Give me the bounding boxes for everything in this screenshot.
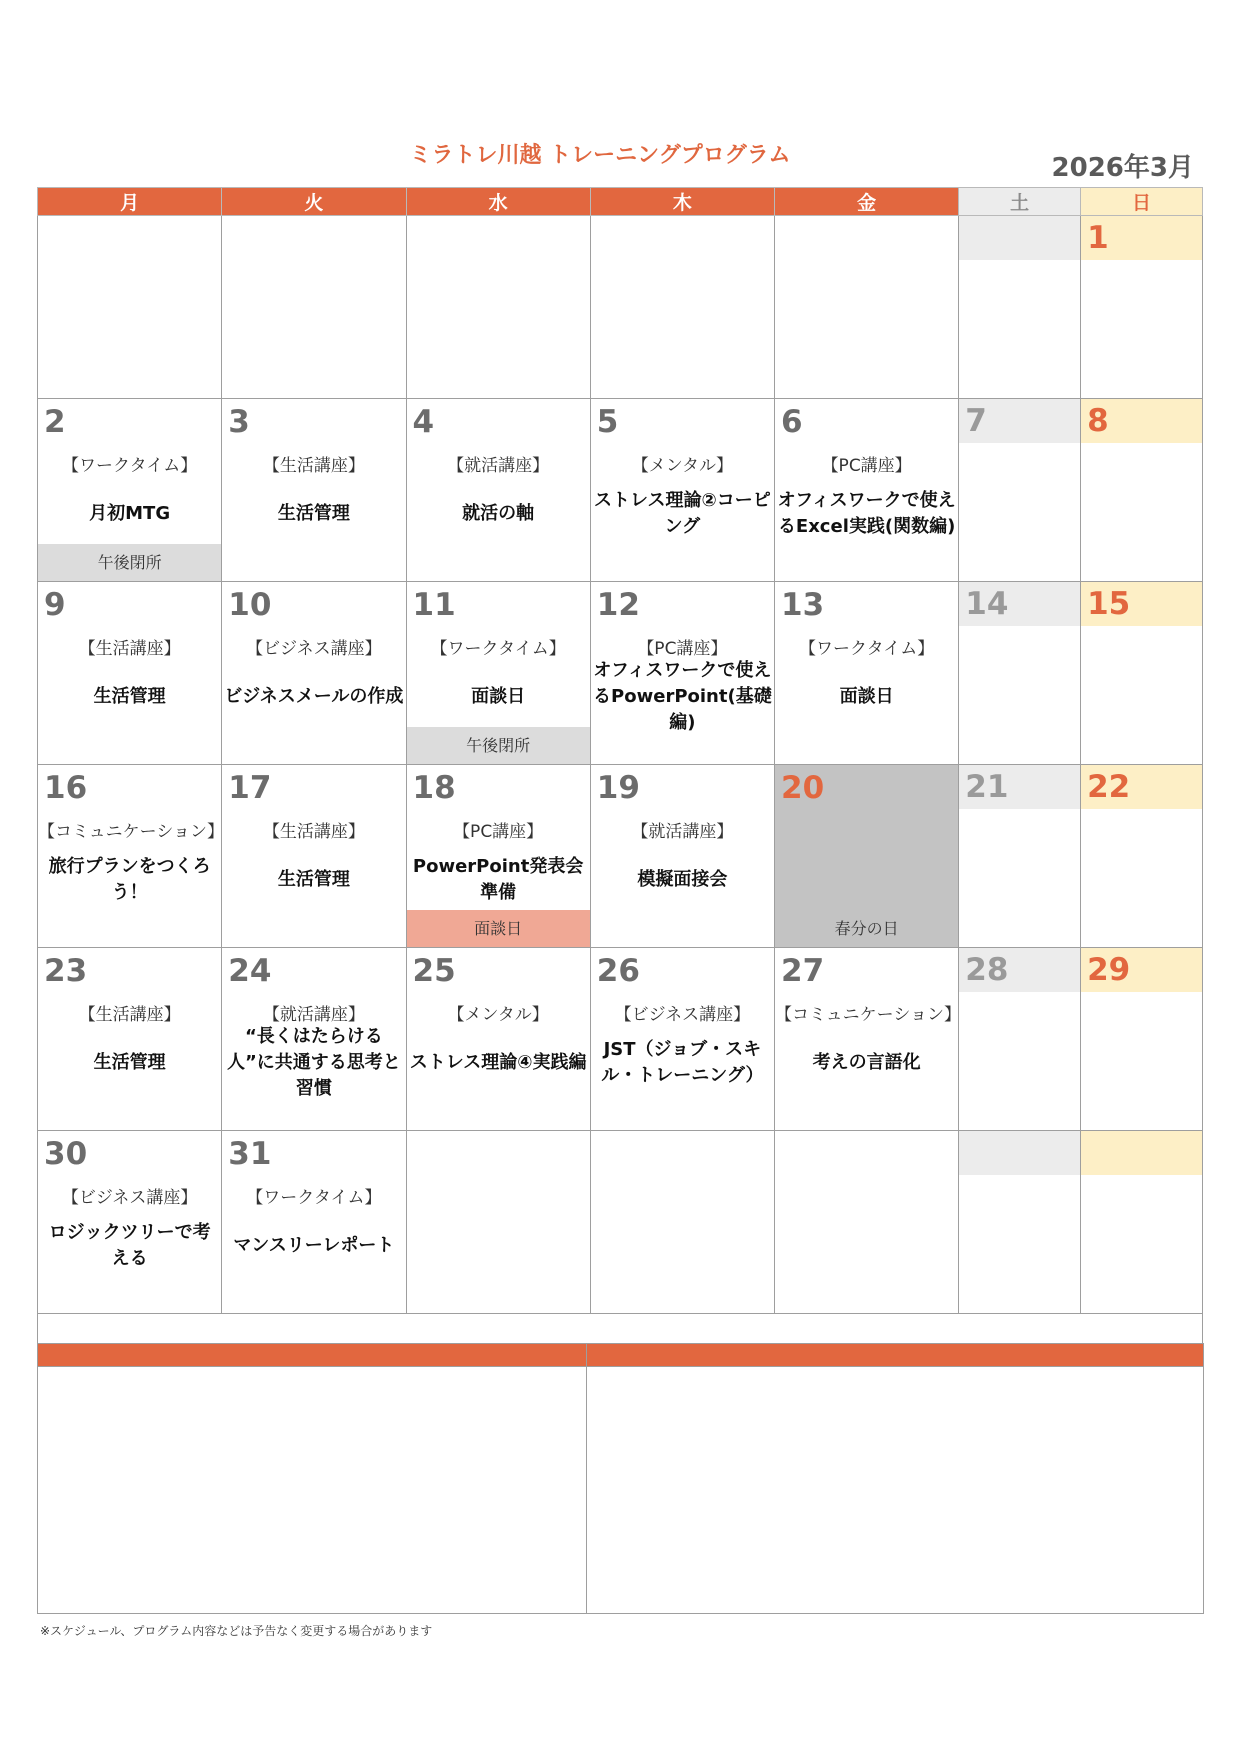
day-number: 8 [1087, 403, 1109, 439]
calendar-day-cell[interactable] [590, 765, 774, 948]
sunday-date-strip [1081, 399, 1202, 443]
calendar-day-cell[interactable] [959, 765, 1081, 948]
event-title: 面談日 [471, 686, 526, 707]
calendar-day-cell[interactable] [1081, 765, 1203, 948]
calendar-day-cell[interactable] [959, 948, 1081, 1131]
calendar-day-cell[interactable] [406, 582, 590, 765]
event-title: JST（ジョブ・スキル・トレーニング） [601, 1039, 764, 1086]
event-title: 模擬面接会 [637, 869, 728, 890]
calendar-day-cell[interactable] [1081, 216, 1203, 399]
event-title: 生活管理 [277, 869, 350, 890]
saturday-date-strip [959, 582, 1080, 626]
saturday-date-strip [959, 399, 1080, 443]
day-note: 面談日 [407, 910, 590, 947]
day-number: 30 [44, 1136, 88, 1172]
saturday-date-strip [959, 216, 1080, 260]
event-category: 【PC講座】 [821, 456, 912, 476]
day-number: 5 [596, 404, 619, 440]
day-number: 22 [1087, 769, 1131, 805]
saturday-date-strip [959, 765, 1080, 809]
saturday-date-strip [959, 948, 1080, 992]
event-category: 【就活講座】 [262, 1005, 365, 1025]
weekday-mon: 月 [38, 188, 222, 216]
day-number: 25 [412, 953, 456, 989]
day-number: 15 [1087, 586, 1131, 622]
calendar-week-row [38, 765, 1203, 948]
day-number: 7 [965, 403, 987, 439]
calendar-day-cell[interactable] [222, 948, 406, 1131]
sunday-date-strip [1081, 216, 1202, 260]
calendar-day-cell[interactable] [222, 399, 406, 582]
day-number: 16 [44, 770, 88, 806]
weekday-thu: 木 [590, 188, 774, 216]
event-category: 【生活講座】 [262, 822, 365, 842]
page-title: ミラトレ川越 トレーニングプログラム [409, 143, 791, 168]
weekday-fri: 金 [775, 188, 959, 216]
calendar-day-cell[interactable] [590, 582, 774, 765]
event-title: 月初MTG [89, 503, 171, 524]
event-category: 【ビジネス講座】 [614, 1005, 751, 1025]
calendar-week-row [38, 948, 1203, 1131]
sunday-date-strip [1081, 765, 1202, 809]
calendar-day-cell [775, 216, 959, 399]
event-title: 生活管理 [277, 503, 350, 524]
day-note: 午後閉所 [38, 544, 221, 581]
event-title: PowerPoint発表会準備 [412, 856, 584, 903]
calendar-day-cell[interactable] [38, 1131, 222, 1314]
event-category: 【ワークタイム】 [246, 1188, 382, 1208]
day-number: 27 [781, 953, 825, 989]
event-category: 【ワークタイム】 [798, 639, 935, 659]
event-title: 就活の軸 [462, 503, 535, 524]
calendar-day-cell[interactable] [38, 399, 222, 582]
day-number: 28 [965, 952, 1009, 988]
calendar-day-cell [775, 1131, 959, 1314]
event-category: 【ワークタイム】 [61, 456, 198, 476]
calendar-day-cell [222, 216, 406, 399]
calendar-day-cell[interactable] [222, 765, 406, 948]
calendar-day-cell [590, 216, 774, 399]
notes-box-left [38, 1367, 587, 1614]
calendar-day-cell[interactable] [590, 399, 774, 582]
weekday-sat: 土 [959, 188, 1081, 216]
event-category: 【生活講座】 [262, 456, 365, 476]
day-number: 3 [228, 404, 250, 440]
weekday-tue: 火 [222, 188, 406, 216]
calendar-day-cell [959, 216, 1081, 399]
event-title: マンスリーレポート [233, 1235, 395, 1256]
event-category: 【ワークタイム】 [430, 639, 566, 659]
calendar-day-cell[interactable] [406, 399, 590, 582]
event-title: オフィスワークで使えるPowerPoint(基礎編) [593, 660, 772, 733]
event-title: ビジネスメールの作成 [224, 686, 404, 707]
calendar-day-cell[interactable] [1081, 399, 1203, 582]
event-category: 【メンタル】 [631, 456, 734, 476]
day-number: 10 [228, 587, 272, 623]
day-number: 24 [228, 953, 272, 989]
calendar-day-cell[interactable] [38, 582, 222, 765]
calendar-week-row [38, 582, 1203, 765]
calendar-day-cell [1081, 1131, 1203, 1314]
spacer-row [37, 1309, 1203, 1344]
event-category: 【PC講座】 [637, 639, 728, 659]
calendar-day-cell[interactable] [775, 948, 959, 1131]
calendar-day-cell[interactable] [222, 582, 406, 765]
event-title: ストレス理論④実践編 [409, 1052, 587, 1073]
event-title: ロジックツリーで考える [48, 1222, 211, 1269]
notes-box-right [587, 1367, 1204, 1614]
sunday-date-strip [1081, 582, 1202, 626]
event-title: 生活管理 [93, 1052, 166, 1073]
calendar-day-cell[interactable] [38, 765, 222, 948]
event-category: 【PC講座】 [453, 822, 544, 842]
notes-header-right [587, 1344, 1204, 1367]
calendar-day-cell[interactable] [590, 948, 774, 1131]
calendar-week-row [38, 216, 1203, 399]
day-number: 23 [44, 953, 88, 989]
calendar-day-cell [406, 216, 590, 399]
sunday-date-strip [1081, 1131, 1202, 1175]
calendar-day-cell[interactable] [406, 948, 590, 1131]
day-number: 14 [965, 586, 1009, 622]
calendar-day-cell[interactable] [38, 948, 222, 1131]
event-category: 【メンタル】 [447, 1005, 549, 1025]
sunday-date-strip [1081, 948, 1202, 992]
event-title: 生活管理 [93, 686, 166, 707]
event-category: 【生活講座】 [78, 639, 181, 659]
day-number: 19 [596, 770, 640, 806]
event-category: 【コミュニケーション】 [38, 822, 224, 842]
calendar-day-cell[interactable] [222, 1131, 406, 1314]
notes-table [37, 1343, 1204, 1614]
holiday-label: 春分の日 [834, 919, 899, 938]
event-title: 面談日 [839, 686, 894, 707]
day-number: 2 [44, 404, 66, 440]
weekday-header-row [38, 188, 1203, 216]
calendar-day-cell [38, 216, 222, 399]
day-number: 1 [1087, 220, 1109, 256]
saturday-date-strip [959, 1131, 1080, 1175]
calendar-day-cell[interactable] [775, 399, 959, 582]
day-number: 29 [1087, 952, 1131, 988]
calendar-day-cell [406, 1131, 590, 1314]
day-number: 17 [228, 770, 272, 806]
calendar-day-cell[interactable] [775, 765, 959, 948]
weekday-sun: 日 [1081, 188, 1203, 216]
day-number: 6 [781, 404, 803, 440]
event-category: 【就活講座】 [447, 456, 550, 476]
day-number: 9 [44, 587, 66, 623]
day-number: 13 [781, 587, 825, 623]
calendar-day-cell[interactable] [959, 582, 1081, 765]
calendar-day-cell[interactable] [1081, 582, 1203, 765]
calendar-day-cell[interactable] [775, 582, 959, 765]
event-category: 【コミュニケーション】 [775, 1005, 961, 1025]
calendar-day-cell[interactable] [959, 399, 1081, 582]
calendar-day-cell [959, 1131, 1081, 1314]
event-title: 旅行プランをつくろう！ [48, 856, 211, 903]
day-number: 18 [412, 770, 456, 806]
notes-header-left [38, 1344, 587, 1367]
calendar-week-row [38, 399, 1203, 582]
event-category: 【ビジネス講座】 [246, 639, 382, 659]
disclaimer-text: ※スケジュール、プログラム内容などは予告なく変更する場合があります [40, 1624, 433, 1638]
day-note: 午後閉所 [407, 727, 590, 764]
day-number: 4 [412, 404, 435, 440]
day-number: 20 [781, 770, 825, 806]
day-number: 26 [596, 953, 640, 989]
event-category: 【ビジネス講座】 [61, 1188, 198, 1208]
calendar-grid [37, 187, 1203, 1314]
calendar-week-row [38, 1131, 1203, 1314]
calendar-day-cell[interactable] [1081, 948, 1203, 1131]
event-category: 【就活講座】 [631, 822, 734, 842]
event-title: オフィスワークで使えるExcel実践(関数編) [777, 490, 956, 537]
event-title: ストレス理論②コーピング [594, 490, 771, 537]
event-title: 考えの言語化 [812, 1052, 921, 1073]
weekday-wed: 水 [406, 188, 590, 216]
calendar-day-cell[interactable] [406, 765, 590, 948]
event-category: 【生活講座】 [78, 1005, 181, 1025]
day-number: 31 [228, 1136, 272, 1172]
year-month-label: 2026年3月 [1051, 153, 1194, 183]
day-number: 12 [596, 587, 640, 623]
event-title: “長くはたらける人”に共通する思考と習慣 [226, 1026, 401, 1099]
day-number: 21 [965, 769, 1009, 805]
calendar-day-cell [590, 1131, 774, 1314]
day-number: 11 [412, 587, 456, 623]
